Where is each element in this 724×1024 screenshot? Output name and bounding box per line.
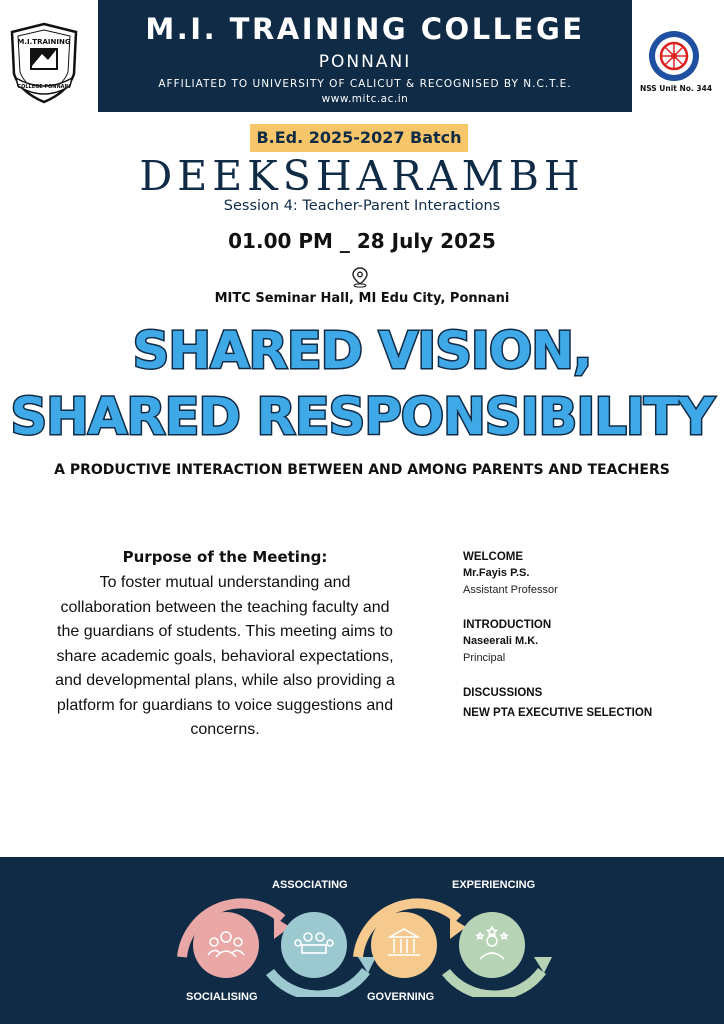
cycle-label-governing: GOVERNING	[367, 991, 435, 1003]
website-link[interactable]: www.mitc.ac.in	[321, 93, 409, 105]
socialising-circle	[193, 912, 259, 978]
governing-circle	[371, 912, 437, 978]
experiencing-circle	[459, 912, 525, 978]
theme-tagline: A PRODUCTIVE INTERACTION BETWEEN AND AMONG PARENTS AND TEACHERS	[54, 462, 670, 478]
cycle-label-socialising: SOCIALISING	[186, 991, 258, 1003]
purpose-line: collaboration between the teaching faculty and	[60, 598, 390, 616]
agenda-welcome-name: Mr.Fayis P.S.	[463, 567, 530, 579]
nss-logo	[648, 30, 700, 82]
theme-line-1: SHARED VISION,	[132, 322, 592, 381]
purpose-line: To foster mutual understanding and	[99, 574, 351, 591]
theme-line-2: SHARED RESPONSIBILITY	[10, 388, 714, 447]
purpose-line: concerns.	[190, 721, 260, 738]
cycle-diagram	[170, 887, 560, 997]
nss-unit-label: NSS Unit No. 344	[639, 84, 713, 93]
purpose-line: platform for guardians to voice suggestions and	[56, 696, 394, 714]
college-name: M.I. TRAINING COLLEGE	[145, 12, 585, 46]
event-title: DEEKSHARAMBH	[139, 152, 585, 200]
purpose-line: and developmental plans, while also providing a	[55, 672, 395, 689]
svg-text:COLLEGE PONNANI: COLLEGE PONNANI	[17, 84, 71, 90]
purpose-body	[30, 571, 420, 743]
purpose-line: share academic goals, behavioral expectations,	[56, 647, 394, 665]
event-venue: MITC Seminar Hall, MI Edu City, Ponnani	[214, 291, 510, 306]
purpose-line: the guardians of students. This meeting aims to	[57, 623, 393, 640]
batch-badge: B.Ed. 2025-2027 Batch	[250, 124, 468, 152]
agenda-pta-selection: NEW PTA EXECUTIVE SELECTION	[463, 707, 653, 719]
cycle-label-associating: ASSOCIATING	[272, 879, 348, 891]
purpose-title: Purpose of the Meeting:	[122, 548, 328, 566]
affiliation-text: AFFILIATED TO UNIVERSITY OF CALICUT & RECOGNISED BY N.C.T.E.	[158, 78, 572, 90]
header-banner	[98, 0, 632, 112]
svg-text:M.I.TRAINING: M.I.TRAINING	[17, 38, 71, 46]
agenda-introduction-role: Principal	[463, 652, 506, 664]
location-pin-icon	[350, 266, 370, 288]
agenda-introduction-heading: INTRODUCTION	[463, 619, 552, 631]
agenda-welcome-heading: WELCOME	[463, 551, 524, 563]
college-logo	[8, 22, 80, 104]
agenda-welcome-role: Assistant Professor	[463, 584, 558, 596]
event-datetime: 01.00 PM _ 28 July 2025	[228, 229, 496, 253]
college-city: PONNANI	[318, 52, 412, 72]
footer-cycle-banner	[0, 857, 724, 1024]
session-subtitle: Session 4: Teacher-Parent Interactions	[223, 198, 501, 214]
agenda-introduction-name: Naseerali M.K.	[463, 635, 539, 647]
agenda-discussions: DISCUSSIONS	[463, 687, 543, 699]
cycle-label-experiencing: EXPERIENCING	[452, 879, 536, 891]
